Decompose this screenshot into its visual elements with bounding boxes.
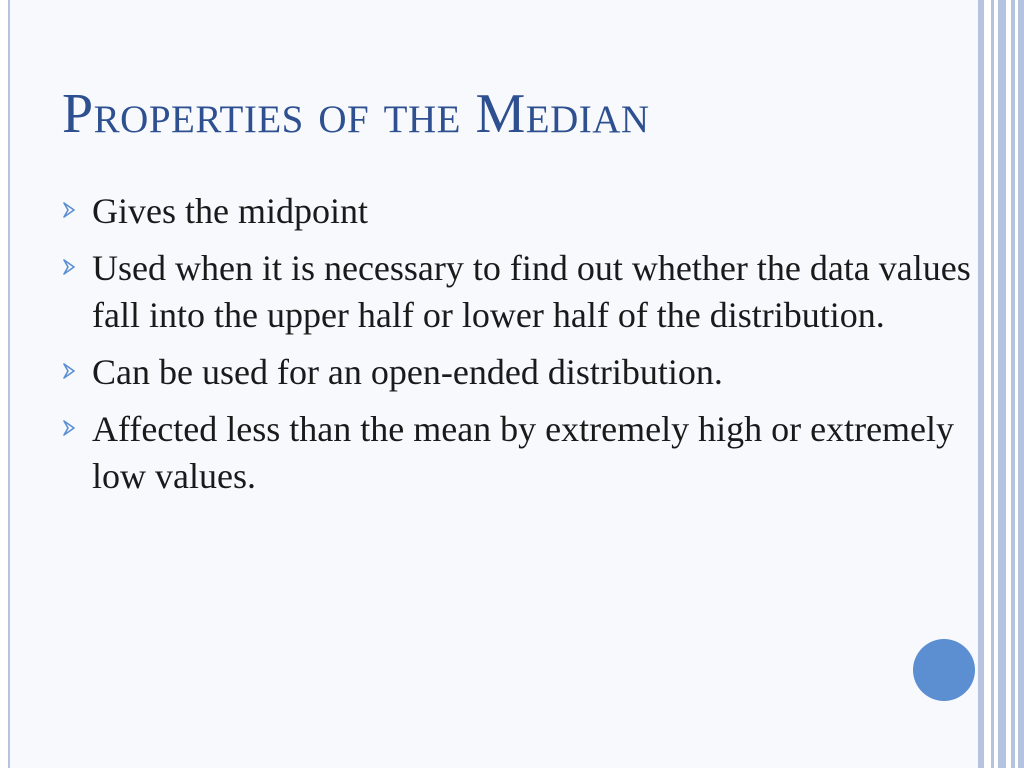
bullet-text: Can be used for an open-ended distribution. xyxy=(92,352,723,392)
arrowhead-bullet-icon xyxy=(62,245,92,275)
stripe xyxy=(991,0,994,768)
stripe xyxy=(978,0,984,768)
circle-dot-icon xyxy=(913,639,975,701)
bullet-text: Gives the midpoint xyxy=(92,191,368,231)
stripe xyxy=(1011,0,1015,768)
bullet-item xyxy=(62,188,972,235)
bullet-item xyxy=(62,245,972,339)
arrowhead-bullet-icon xyxy=(62,188,92,218)
bullet-list xyxy=(62,188,972,510)
stripe xyxy=(998,0,1006,768)
stripe xyxy=(1018,0,1024,768)
arrowhead-bullet-icon xyxy=(62,349,92,379)
slide-title: Properties of the Median xyxy=(62,83,650,145)
right-stripe-decoration xyxy=(978,0,1024,768)
bullet-text: Used when it is necessary to find out whether the data values fall into the upper half or lower half of the distribution. xyxy=(92,248,971,335)
bullet-text: Affected less than the mean by extremely high or extremely low values. xyxy=(92,409,955,496)
bullet-item xyxy=(62,349,972,396)
arrowhead-bullet-icon xyxy=(62,406,92,436)
bullet-item xyxy=(62,406,972,500)
